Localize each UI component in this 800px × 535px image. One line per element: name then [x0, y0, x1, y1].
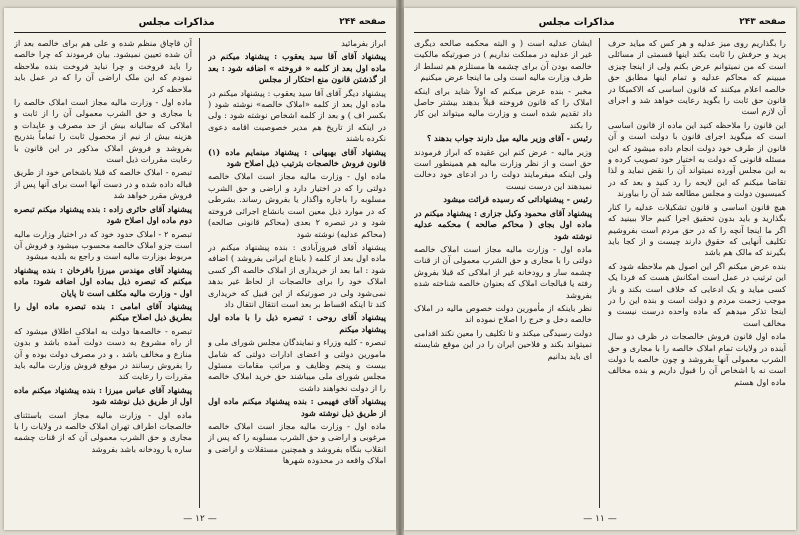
body-paragraph: پیشنهاد آقای فیروزآبادی : بنده پیشنهاد میکنم در ماده اول بعد از کلمه ( بابناع ایرانی بفروشد ) اضافه شود : اما بعد از خریداری از املاک خالصه اگر کسی املاک خود را برای خالصجات از لحاظ غیر بدهد نمی‌شود ولی در صورتیکه از این قبیل که خریداری کند تا اینکه اقساط بر بعد است انتقال انتقال داد — [208, 241, 386, 309]
left-page-header — [14, 14, 386, 30]
left-header-rule — [14, 32, 386, 33]
right-header-rule — [414, 32, 786, 33]
proposal-heading: رئیس - پیشنهاداتی که رسیده قرائت میشود — [443, 194, 592, 205]
left-page-folio: — ۱۲ — — [183, 514, 217, 524]
body-paragraph: را بگذاریم روی میز عدلیه و هر کس که میاید حرف پرید و حرفش را ثابت بکند اینها قسمتی از مسائلی است که من نمیتوانم عرض بکنم ولی از اینجا چیزی میبینم که محاکم عدلیه و تمام اینها مطابق حق خالصه اعلام میکنند که قانون اساسی که الاکمیکا در قانون حق ثابت را بگوید رعایت خواهد شد و اجرای آن لازم است — [608, 38, 786, 117]
left-page-title: مذاکرات مجلس — [138, 16, 215, 28]
proposal-heading: رئیس - آقای وزیر مالیه میل دارند جواب بدهند ؟ — [426, 133, 592, 144]
right-page-right-column — [608, 38, 786, 508]
proposal-heading: پیشنهاد آقای آقا سید یعقوب : پیشنهاد میکنم در ماده اول بعد از کلمه « فروخته » اضافه شود : بعد از گذشتن قانون منع احتکار از مجلس — [208, 51, 386, 85]
body-paragraph: تبصره ۲ - املاک حدود خود که در اختیار وزارت مالیه است جزو املاک خالصه محسوب میشود و فروش آن مربوط بوزارت مالیه است و راجع به بلدیه میشود — [14, 228, 192, 262]
body-paragraph: ابراز بفرمائید — [341, 38, 386, 48]
body-paragraph: ماده اول - وزارت مالیه مجاز است املاک خالصه مرغوبی و اراضی و حق الشرب مسلوبه را که پس از انقلاب بنگاه بفروشد و همچنین مستقلات و اراضی و املاک واقعه در محدوده شهرها — [208, 421, 386, 466]
right-page — [404, 8, 796, 530]
body-paragraph: تبصره - املاک خالصه که قبلا باشخاص خود از طریق قباله داده شده و در دست آنها است برای آنها پس از فروش مقرر خواهد شد — [14, 167, 192, 201]
body-paragraph: بنده عرض میکنم اگر این اصول هم ملاحظه شود که این ترتیب در عمل است امکانش هست که فردا یک کسی میاید و یک ادعایی که خلاف است بکند و باز موجب زحمت مردم و دولت است و بنده این را در اینجا تذکر میدهم که ماده واحده درست نیست و مخالف است — [608, 260, 786, 328]
right-page-folio: — ۱۱ — — [583, 514, 617, 524]
left-page — [4, 8, 396, 530]
right-page-title: مذاکرات مجلس — [538, 16, 615, 28]
body-paragraph: پیشنهاد دیگر آقای آقا سید یعقوب : پیشنهاد میکنم در ماده اول بعد از کلمه «املاک خالصه» نوشته شود ( بکسر اف ) و بعد از کلمه اشخاص نوشته شود : ولی در اینکه از تاریخ هم مدیر خصوصیت اقامه دعوی نکرده باشند — [208, 87, 386, 144]
right-page-left-column — [414, 38, 592, 508]
proposal-heading: پیشنهاد آقای امامی : بنده تبصره ماده اول را بطریق ذیل اصلاح میکنم — [14, 300, 192, 323]
body-paragraph: ماده اول - وزارت مالیه مجاز است املاک خالصه دولتی را با مجاری و حق الشرب معمولی آن از قنات چشمه سار و رودخانه غیر از املاکی که قبلا بفروش رفته یا قبالجات املاک که بعنوان خالصه شناخته شده بفروشد — [414, 243, 592, 300]
proposal-heading: پیشنهاد آقای عباس میرزا : بنده پیشنهاد میکنم ماده اول از طریق ذیل نوشته شود — [14, 384, 192, 407]
proposal-heading: پیشنهاد آقای حائری زاده : بنده پیشنهاد میکنم تبصره دوم ماده اول اصلاح شود — [14, 203, 192, 226]
proposal-heading: پیشنهاد آقای بهبهانی : پیشنهاد مینمایم ماده (۱) قانون فروش خالصجات بترتیب ذیل اصلاح شود — [208, 146, 386, 169]
body-paragraph: هیچ قانون اساسی و قانون تشکیلات عدلیه را کنار بگذارید و باید بدون تحقیق اجرا کنیم حالا ببینید که اگر ما اینجا آنچه را که در حق مردم است بفروشیم تکلیف آنهایی که حقوق دارند چیست و از کجا باید بگیرند که مالک هم باشد — [608, 201, 786, 258]
body-paragraph: نظر باینکه از مأمورین دولت خصوص مالیه در املاک خالصه دخل و خرج را اصلاح نموده اند — [414, 302, 592, 325]
body-paragraph: ایشان عدلیه است ( و البته محکمه صالحه دیگری غیر از عدلیه در مملکت نداریم ) در صورتیکه مالکیت خالصه بودن آن برای چشمه ها مستلزم هم تسلط از طرف وزارت مالیه است ولی ما اینجا عرض میکنیم — [414, 38, 592, 83]
body-paragraph: ماده اول قانون فروش خالصجات در ظرف دو سال آینده در ولایات تمام املاک خالصه را با مجاری و حق الشرب معمولی آنها بفروشد و چون خالصه با دولت است نه با اشخاص آن را قبول داریم و بنده مخالف ماده اول هستم — [608, 331, 786, 387]
body-paragraph: ماده اول - وزارت مالیه مجاز است باستثنای خالصجات اطراف تهران املاک خالصه در ولایات را با مجاری و حق الشرب معمولی آن که از قنات چشمه ساره یا رودخانه باشد بفروشد — [14, 409, 192, 454]
right-page-header — [414, 14, 786, 30]
proposal-heading: پیشنهاد آقای فهیمی : بنده پیشنهاد میکنم ماده اول از طریق ذیل نوشته شود — [208, 396, 386, 418]
body-paragraph: تبصره - کلیه وزراء و نمایندگان مجلس شورای ملی و مامورین دولتی و اعضای ادارات دولتی که شامل بیست و پنجم وظایف و مراتب مقامات مسئول مجلس شورای ملی میباشند حق خرید املاک خالصه را از دولت نخواهند داشت — [208, 337, 386, 393]
body-paragraph: ماده اول - وزارت مالیه مجاز است املاک خالصه دولتی را که در اختیار دارد و اراضی و حق الشرب مسلوبه را باجاره واگذار یا بفروش رساند. بشرطی که در موارد ذیل معین است بانشاع اجرائی فروخته شود و در تبصره ۲ بعدی (محاکم قانونی صالحه) (محاکم عدلیه) نوشته شود — [208, 171, 386, 239]
left-page-right-column — [208, 38, 386, 508]
body-paragraph: تبصره - خالصه‌ها دولت به املاکی اطلاق میشود که از راه مشروع به دست دولت آمده باشد و بدون منازع و مخالف باشد ، و در مصرف دولت بوده و آن را بفروش رسانند در موقع فروش وزارت مالیه باید مقررات را رعایت کند — [14, 325, 192, 382]
body-paragraph: وزیر مالیه - عرض کنم این عقیده که ابراز فرمودند حق است و از نظر وزارت مالیه هم همینطور است ولی اینکه میفرمایند دولت را در ادعای خود دخالت نمیدهند این درست نیست — [414, 146, 592, 191]
left-page-number: صفحه ۲۴۴ — [339, 17, 386, 27]
proposal-heading: پیشنهاد آقای مهندس میرزا باقرخان : بنده پیشنهاد میکنم که تبصره ذیل بماده اول اضافه شود: ماده اول - وزارت مالیه مکلف است تا پایان — [14, 264, 192, 298]
book-gutter — [396, 0, 404, 535]
proposal-heading: پیشنهاد آقای روحی : تبصره ذیل را با ماده اول پیشنهاد میکنم — [208, 312, 386, 334]
body-paragraph: آن قاچاق منظم شده و علی هم برای خالصه بعد از آن شده تعیین نمیشود. بیان فرمودند که چرا خالصه را باید فروخت و چرا نباید فروخت بنده ملاحظه نمودم که این ملک اراضی آن را که در عمل باید ملاحظه کرد — [14, 38, 192, 94]
body-paragraph: مخبر - بنده عرض میکنم که اولاً شاید برای اینکه املاک را که قانون فروخته قبلاً بدهند بیشتر حاصل داد تقدیم شده است و وزارت مالیه میتواند این کار را بکند — [414, 85, 592, 130]
proposal-heading: پیشنهاد آقای محمود وکیل جزاری : پیشنهاد میکنم در ماده اول بجای ( محاکم صالحه ) محکمه عدلیه نوشته شود — [414, 207, 592, 241]
left-page-left-column — [14, 38, 192, 508]
left-column-divider — [199, 38, 200, 508]
right-column-divider — [599, 38, 600, 508]
body-paragraph: این قانون را ملاحظه کنید این ماده از قانون اساسی است که میگوید اجرای قانون با دولت است و آن قانون از طرف خود دولت انجام داده میشود که این مسئله قانونی که دولت به اختیار خود تصویب کرده و به این مجلس آورده نمیتواند آن را نقض نماید و لذا تقاضا میکنم که این لایحه را رد کنید و بعد که در کمیسیون دولت و مجلس مطالعه شد آن را بیاورند — [608, 119, 786, 199]
body-paragraph: ماده اول - وزارت مالیه مجاز است املاک خالصه را با مجاری و حق الشرب معمولی آن را از ثابت و املاکی که سالیانه بیش از حد مصرف و عایدات و هزینه بیش از نیم از محصول ثابت را تماماً بتدریج بفروشد و فروش املاک مذکور در این قانون با رعایت مقررات ذیل است — [14, 97, 192, 165]
right-page-number: صفحه ۲۴۳ — [739, 17, 786, 27]
body-paragraph: دولت رسیدگی میکند و تا تکلیف را معین نکند اقدامی نمیتواند بکند و فلاحین ایران را در این موقع شایسته ای باید بدانیم — [414, 327, 592, 361]
